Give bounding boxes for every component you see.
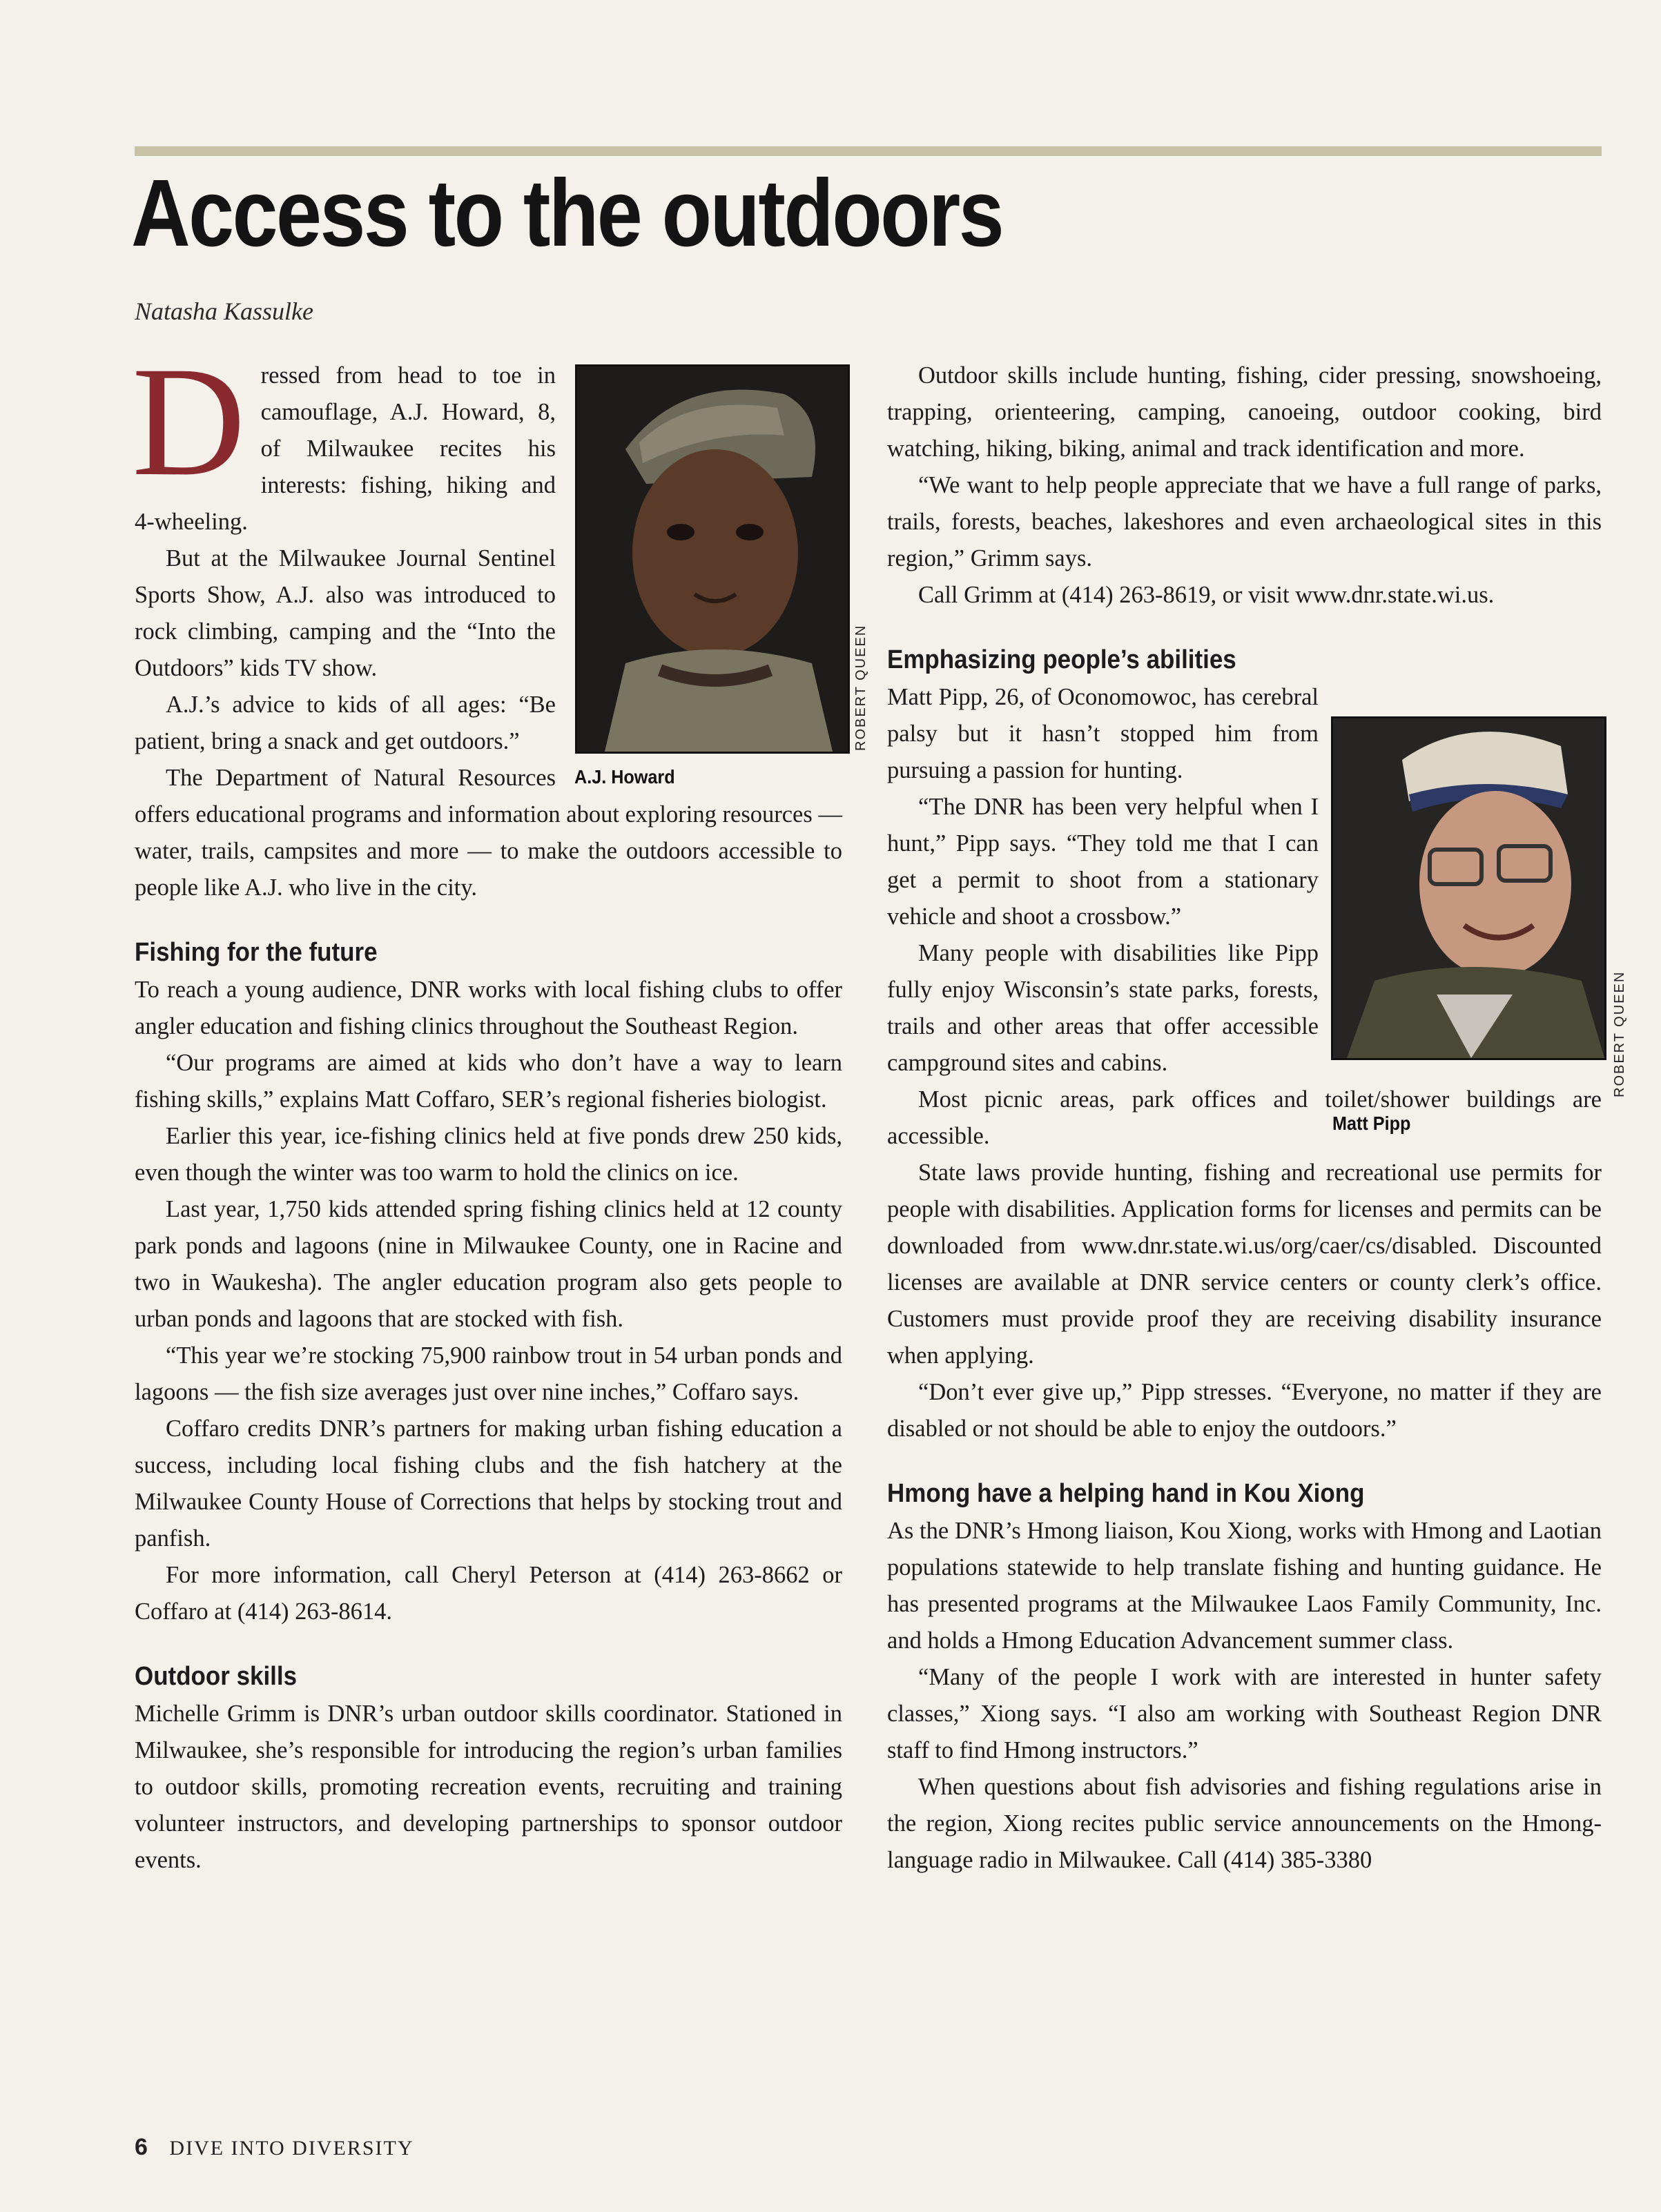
paragraph: A.J.’s advice to kids of all ages: “Be patient, bring a snack and get outdoors.” [135,692,556,754]
paragraph: For more information, call Cheryl Peterson at (414) 263-8662 or Coffaro at (414) 263-8614. [135,1562,842,1625]
paragraph: Outdoor skills include hunting, fishing, cider pressing, snowshoeing, trapping, orienteering, camping, canoeing, outdoor cooking, bird watching, hiking, biking, animal and track identification and more. [887,362,1602,462]
heading-abilities: Emphasizing people’s abilities [887,645,1236,674]
top-rule [135,146,1602,156]
caption-aj-howard: A.J. Howard [574,766,675,787]
heading-outdoor-skills: Outdoor skills [135,1662,298,1691]
paragraph: ressed from head to toe in camouflage, A.J. Howard, 8, of Milwaukee recites his interests: fishing, hiking and 4-wheeling. [135,362,556,535]
paragraph: Earlier this year, ice-fishing clinics held at five ponds drew 250 kids, even though the winter was too warm to hold the clinics on ice. [135,1123,842,1186]
byline: Natasha Kassulke [135,297,314,325]
paragraph: Many people with disabilities like Pipp fully enjoy Wisconsin’s state parks, forests, trails and other areas that offer accessible campground sites and cabins. [887,940,1319,1076]
heading-fishing: Fishing for the future [135,938,378,967]
paragraph: The Department of Natural Resources offers educational programs and information about exploring resources — water, trails, campsites and more — to make the outdoors accessible to people like A.J. who live in the city. [135,765,842,901]
photo-spacer [556,358,842,779]
paragraph: “Many of the people I work with are interested in hunter safety classes,” Xiong says. “I also am working with Southeast Region DNR staff to find Hmong instructors.” [887,1664,1602,1763]
paragraph: Matt Pipp, 26, of Oconomowoc, has cerebral palsy but it hasn’t stopped him from pursuing a passion for hunting. [887,684,1319,783]
heading-hmong: Hmong have a helping hand in Kou Xiong [887,1479,1365,1508]
paragraph: “This year we’re stocking 75,900 rainbow trout in 54 urban ponds and lagoons — the fish size averages just over nine inches,” Coffaro says. [135,1342,842,1405]
left-column [132,335,842,1879]
paragraph: Michelle Grimm is DNR’s urban outdoor skills coordinator. Stationed in Milwaukee, she’s responsible for introducing the region’s urban families to outdoor skills, promoting recreation events, recruiting and training volunteer instructors, and developing partnerships to sponsor outdoor events. [135,1701,842,1873]
right-column [887,358,1602,1879]
paragraph: When questions about fish advisories and fishing regulations arise in the region, Xiong recites public service announcements on the Hmong-language radio in Milwaukee. Call (414) 385-3380 [887,1774,1602,1873]
paragraph: As the DNR’s Hmong liaison, Kou Xiong, works with Hmong and Laotian populations statewide to help translate fishing and hunting guidance. He has presented programs at the Milwaukee Laos Family Community, Inc. and holds a Hmong Education Advancement summer class. [887,1518,1602,1654]
paragraph: “The DNR has been very helpful when I hunt,” Pipp says. “They told me that I can get a permit to shoot from a stationary vehicle and shoot a crossbow.” [887,794,1319,930]
caption-matt-pipp: Matt Pipp [1332,1113,1411,1134]
paragraph: To reach a young audience, DNR works with local fishing clubs to offer angler education and fishing clinics throughout the Southeast Region. [135,977,842,1039]
paragraph: “Our programs are aimed at kids who don’t have a way to learn fishing skills,” explains Matt Coffaro, SER’s regional fisheries biologist. [135,1050,842,1113]
dropcap: D [132,335,246,509]
photo-credit-mp: ROBERT QUEEN [1612,970,1627,1097]
paragraph: Coffaro credits DNR’s partners for making urban fishing education a success, including local fishing clubs and the fish hatchery at the Milwaukee County House of Corrections that helps by stocking trout and panfish. [135,1416,842,1552]
paragraph: State laws provide hunting, fishing and recreational use permits for people with disabilities. Application forms for licenses and permits can be downloaded from www.dnr.state.wi.us/org/caer/cs/disabled. Discounted licenses are available at DNR service centers or county clerk’s office. Customers must provide proof they are receiving disability insurance when applying. [887,1159,1602,1369]
paragraph: But at the Milwaukee Journal Sentinel Sports Show, A.J. also was introduced to rock climbing, camping and the “Into the Outdoors” kids TV show. [135,545,556,681]
paragraph: Call Grimm at (414) 263-8619, or visit www.dnr.state.wi.us. [918,582,1495,608]
paragraph: “We want to help people appreciate that we have a full range of parks, trails, forests, beaches, lakeshores and even archaeological sites in this region,” Grimm says. [887,472,1602,571]
paragraph: Most picnic areas, park offices and toilet/shower buildings are accessible. [887,1086,1602,1149]
photo-spacer [1319,679,1602,1079]
article-title: Access to the outdoors [131,160,1003,266]
paragraph: Last year, 1,750 kids attended spring fishing clinics held at 12 county park ponds and lagoons (nine in Milwaukee County, one in Racine and two in Waukesha). The angler education program also gets people to urban ponds and lagoons that are stocked with fish. [135,1196,842,1332]
publication-name: DIVE INTO DIVERSITY [169,2137,414,2160]
page-number: 6 [135,2134,148,2160]
paragraph: “Don’t ever give up,” Pipp stresses. “Everyone, no matter if they are disabled or not should be able to enjoy the outdoors.” [887,1379,1602,1442]
photo-credit-aj: ROBERT QUEEN [853,624,868,751]
page-footer [135,2134,414,2161]
